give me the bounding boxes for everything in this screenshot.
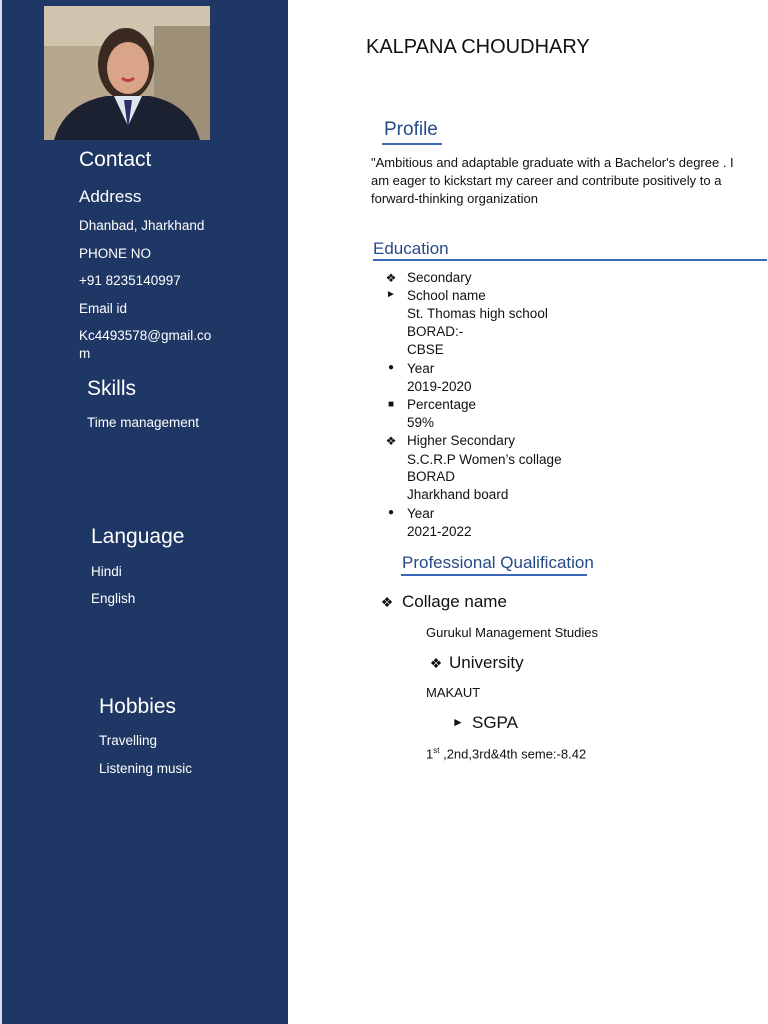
address-label: Address: [79, 187, 142, 206]
skills-heading: Skills: [87, 377, 137, 400]
email-value-line1: Kc4493578@gmail.co: [79, 328, 212, 343]
university-label: University: [449, 653, 524, 672]
profile-underline: [382, 143, 442, 145]
candidate-name: KALPANA CHOUDHARY: [366, 36, 590, 58]
sgpa-prefix: 1: [426, 746, 434, 762]
school-value: St. Thomas high school: [407, 306, 548, 321]
year2-value: 2021-2022: [407, 524, 472, 539]
skill-item: Time management: [87, 415, 200, 430]
profile-heading: Profile: [384, 119, 438, 140]
language-heading: Language: [91, 525, 185, 548]
profile-photo: [44, 6, 210, 140]
college-name-value: Gurukul Management Studies: [426, 625, 598, 640]
year2-label: Year: [407, 506, 435, 521]
year-value: 2019-2020: [407, 379, 472, 394]
hobbies-heading: Hobbies: [99, 695, 177, 718]
sgpa-superscript: st: [433, 746, 440, 755]
hobby-item: Travelling: [99, 733, 158, 748]
profile-text-line: "Ambitious and adaptable graduate with a Bachelor's degree . I: [371, 155, 734, 170]
education-secondary: Secondary: [407, 270, 472, 285]
language-item: Hindi: [91, 564, 122, 579]
arrow-bullet-icon: ►: [386, 289, 396, 300]
education-underline: [373, 259, 767, 261]
education-heading: Education: [373, 239, 449, 258]
dot-bullet-icon: ●: [387, 362, 395, 373]
education-higher-secondary: Higher Secondary: [407, 433, 516, 448]
sgpa-value: [426, 746, 586, 761]
profile-text-line: am eager to kickstart my career and contribute positively to a: [371, 173, 722, 188]
board2-label: BORAD: [407, 469, 456, 484]
sgpa-label: SGPA: [472, 713, 518, 732]
profile-text-line: forward-thinking organization: [371, 191, 538, 206]
school-label: School name: [407, 288, 486, 303]
year-label: Year: [407, 361, 435, 376]
professional-heading: Professional Qualification: [402, 553, 594, 572]
phone-value: +91 8235140997: [79, 273, 181, 288]
square-bullet-icon: ■: [387, 399, 395, 410]
diamond-bullet-icon: ❖: [429, 655, 443, 671]
professional-underline: [401, 574, 587, 576]
sgpa-rest: ,2nd,3rd&4th seme:-8.42: [439, 746, 587, 762]
board-value: CBSE: [407, 342, 444, 357]
diamond-bullet-icon: ❖: [385, 434, 397, 448]
address-value: Dhanbad, Jharkhand: [79, 218, 205, 233]
hobby-item: Listening music: [99, 761, 193, 776]
percentage-label: Percentage: [407, 397, 477, 412]
phone-label: PHONE NO: [79, 246, 152, 261]
board2-value: Jharkhand board: [407, 487, 509, 502]
dot-bullet-icon: ●: [387, 507, 395, 518]
sidebar-edge: [0, 0, 2, 1024]
diamond-bullet-icon: ❖: [385, 271, 397, 285]
sidebar: [0, 0, 288, 1024]
contact-heading: Contact: [79, 148, 152, 171]
board-label: BORAD:-: [407, 324, 464, 339]
language-item: English: [91, 591, 136, 606]
email-label: Email id: [79, 301, 128, 316]
email-value-line2: m: [79, 346, 91, 361]
college-name-label: Collage name: [402, 592, 507, 611]
university-value: MAKAUT: [426, 685, 481, 700]
arrow-bullet-icon: ►: [452, 715, 464, 729]
percentage-value: 59%: [407, 415, 435, 430]
diamond-bullet-icon: ❖: [380, 594, 394, 610]
college-value: S.C.R.P Women’s collage: [407, 452, 562, 467]
